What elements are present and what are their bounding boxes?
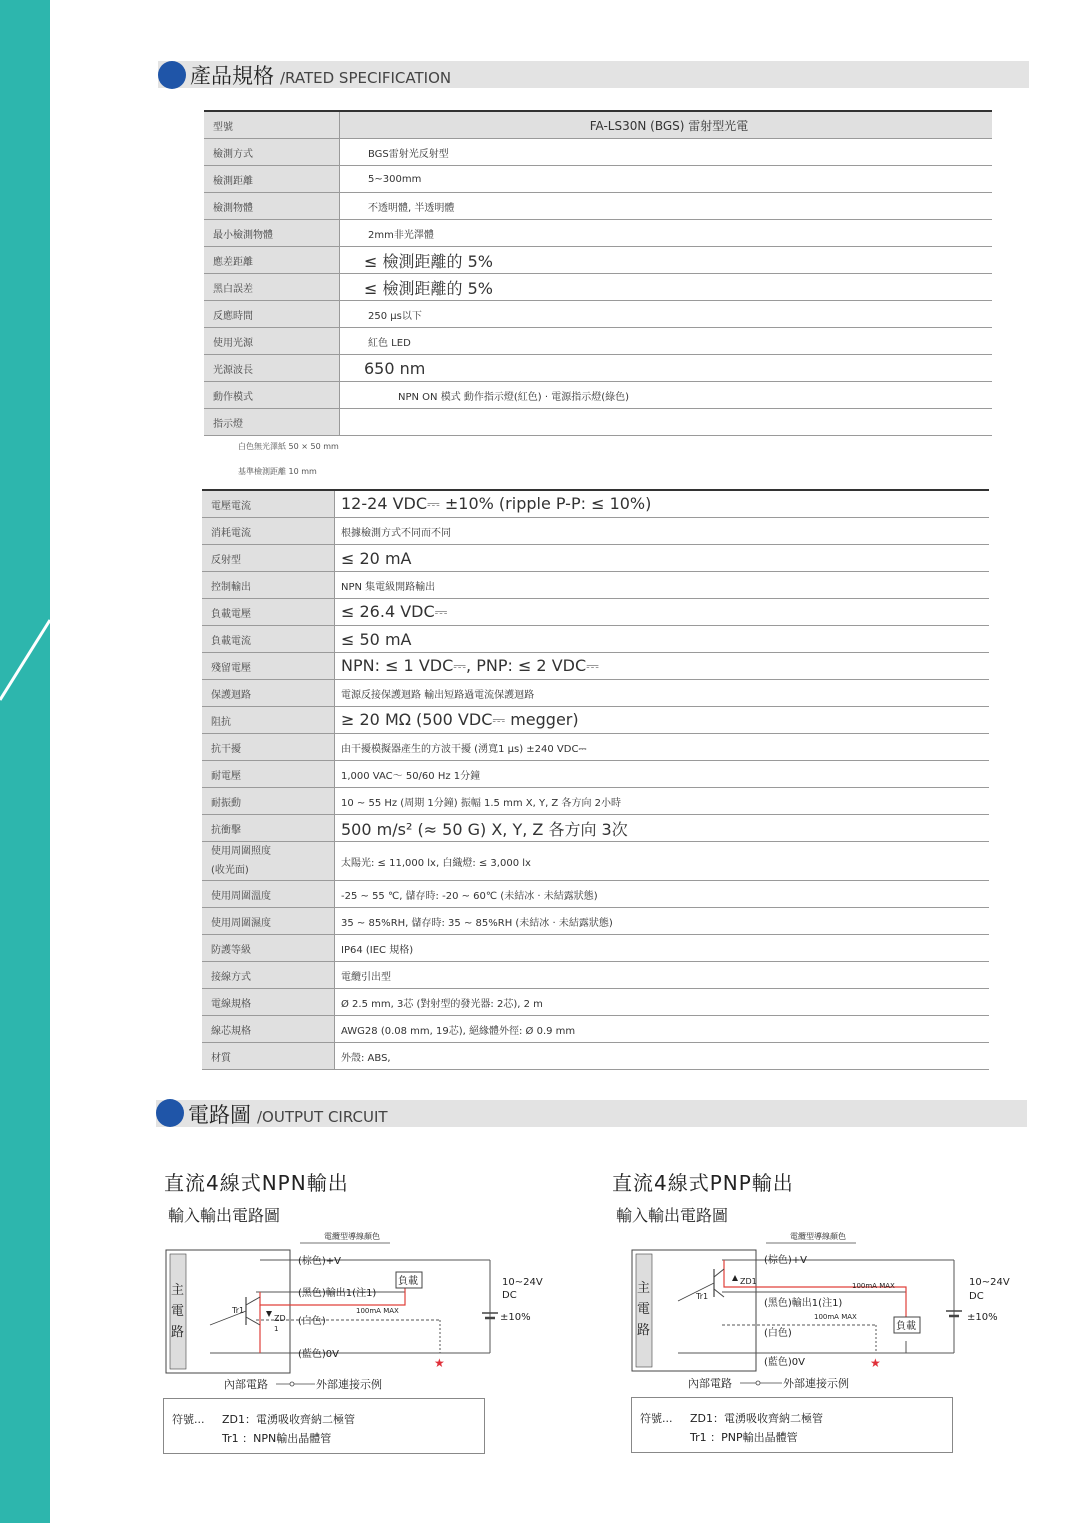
supply-voltage: 10~24V <box>502 1277 543 1288</box>
spec-value: 不透明體, 半透明體 <box>340 193 993 220</box>
spec-row <box>202 518 989 545</box>
spec-value: 電源反接保護迴路 輸出短路過電流保護迴路 <box>335 680 990 707</box>
main-circuit-char: 主 <box>637 1281 651 1296</box>
spec-value: 由干擾模擬器產生的方波干擾 (湧寬1 μs) ±240 VDC⎓ <box>335 734 990 761</box>
supply-tolerance: ±10% <box>500 1312 531 1323</box>
spec-row <box>204 247 992 274</box>
spec-value: ≤ 20 mA <box>335 545 990 572</box>
spec-label: 檢測物體 <box>204 193 340 220</box>
main-circuit-char: 電 <box>637 1302 651 1317</box>
zd-one-label: 1 <box>274 1325 279 1333</box>
spec-value: 250 μs以下 <box>340 301 993 328</box>
spec-row <box>202 490 989 518</box>
spec-row <box>202 626 989 653</box>
spec-row <box>202 881 989 908</box>
wire-brown-label: (棕色)+V <box>764 1255 808 1266</box>
spec-label: 檢測距離 <box>204 166 340 193</box>
spec-row <box>204 193 992 220</box>
star-icon: ★ <box>870 1356 881 1370</box>
spec-value: 5~300mm <box>340 166 993 193</box>
wire-blue-label: (藍色)0V <box>298 1349 340 1360</box>
npn-legend <box>163 1398 485 1454</box>
spec-value: ≥ 20 MΩ (500 VDC⎓ megger) <box>335 707 990 734</box>
section-title <box>190 60 451 90</box>
load-label: 負載 <box>398 1276 418 1287</box>
wire-black-label: (黑色)輸出1(注1) <box>298 1288 377 1299</box>
spec-value: NPN: ≤ 1 VDC⎓, PNP: ≤ 2 VDC⎓ <box>335 653 990 680</box>
current-label-lower: 100mA MAX <box>814 1313 857 1321</box>
spec-label: 黑白誤差 <box>204 274 340 301</box>
legend-line-tr: Tr1 ：PNP輸出晶體管 <box>690 1431 798 1444</box>
internal-circuit-label: 內部電路 <box>688 1377 732 1390</box>
tr-label: Tr1 <box>696 1292 709 1301</box>
spec-label: 反射型 <box>202 545 335 572</box>
spec-value: BGS雷射光反射型 <box>340 139 993 166</box>
spec-row <box>202 680 989 707</box>
spec-row <box>202 734 989 761</box>
spec-value: 根據檢測方式不同而不同 <box>335 518 990 545</box>
npn-circuit-diagram <box>160 1225 560 1400</box>
wire-white-label: (白色) <box>764 1328 792 1339</box>
spec-row <box>202 935 989 962</box>
cable-color-label: 電纜型導線顏色 <box>324 1232 380 1241</box>
spec-value: ≤ 50 mA <box>335 626 990 653</box>
legend-line-zd: ZD1：電湧吸收齊納二極管 <box>222 1413 356 1426</box>
wire-white-label: (白色) <box>298 1316 326 1327</box>
main-circuit-char: 電 <box>171 1304 185 1319</box>
spec-row <box>202 599 989 626</box>
spec-label: 消耗電流 <box>202 518 335 545</box>
section-bullet <box>156 1099 184 1127</box>
sidebar-accent <box>0 0 50 1523</box>
spec-row <box>202 962 989 989</box>
spec-label: 電壓電流 <box>202 490 335 518</box>
supply-voltage: 10~24V <box>969 1277 1010 1288</box>
wire-black-label: (黑色)輸出1(注1) <box>764 1298 843 1309</box>
spec-label: 使用周圍濕度 <box>202 908 335 935</box>
npn-title: 直流4線式NPN輸出 <box>164 1171 349 1195</box>
spec-row <box>202 572 989 599</box>
npn-subtitle: 輸入輸出電路圖 <box>168 1206 281 1225</box>
spec-value: ≤ 檢測距離的 5% <box>340 247 993 274</box>
spec-value: 10 ~ 55 Hz (周期 1分鐘) 振幅 1.5 mm X, Y, Z 各方向 2小時 <box>335 788 990 815</box>
spec-label: 負載電壓 <box>202 599 335 626</box>
current-label: 100mA MAX <box>356 1307 399 1315</box>
spec-label: 負載電流 <box>202 626 335 653</box>
spec-value <box>340 409 993 436</box>
spec-label: 使用光源 <box>204 328 340 355</box>
section-subtitle: /RATED SPECIFICATION <box>280 69 452 87</box>
pnp-legend <box>631 1397 953 1453</box>
spec-row <box>202 842 989 881</box>
legend-title: 符號... <box>172 1413 205 1426</box>
external-connection-label: 外部連接示例 <box>783 1377 849 1390</box>
pnp-title: 直流4線式PNP輸出 <box>612 1171 794 1195</box>
load-label: 負載 <box>896 1321 916 1332</box>
sidebar-stripe <box>0 600 60 720</box>
spec-label: 最小檢測物體 <box>204 220 340 247</box>
note-distance: 基準檢測距離 10 mm <box>238 467 317 476</box>
spec-row <box>204 139 992 166</box>
spec-row <box>202 545 989 572</box>
main-circuit-char: 路 <box>171 1325 185 1340</box>
spec-label: 殘留電壓 <box>202 653 335 680</box>
spec-value: NPN 集電級開路輸出 <box>335 572 990 599</box>
spec-label: 抗干擾 <box>202 734 335 761</box>
pnp-subtitle: 輸入輸出電路圖 <box>616 1206 729 1225</box>
spec-label: 反應時間 <box>204 301 340 328</box>
spec-value: FA-LS30N (BGS) 雷射型光電 <box>340 111 993 139</box>
spec-value: ≤ 檢測距離的 5% <box>340 274 993 301</box>
spec-value: 650 nm <box>340 355 993 382</box>
spec-row <box>204 355 992 382</box>
spec-row <box>204 166 992 193</box>
spec-row <box>204 220 992 247</box>
spec-value: IP64 (IEC 規格) <box>335 935 990 962</box>
legend-line-tr: Tr1 ：NPN輸出晶體管 <box>222 1432 332 1445</box>
section-subtitle: /OUTPUT CIRCUIT <box>257 1108 388 1126</box>
spec-row <box>202 989 989 1016</box>
spec-row <box>202 815 989 842</box>
pnp-circuit-diagram <box>628 1225 1028 1400</box>
spec-value: -25 ~ 55 ℃, 儲存時: -20 ~ 60℃ (未結冰 · 未結露狀態) <box>335 881 990 908</box>
spec-value: 12-24 VDC⎓ ±10% (ripple P-P: ≤ 10%) <box>335 490 990 518</box>
spec-row <box>202 908 989 935</box>
wire-blue-label: (藍色)0V <box>764 1357 806 1368</box>
star-icon: ★ <box>434 1356 445 1370</box>
note-paper: 白色無光澤紙 50 × 50 mm <box>238 442 339 451</box>
spec-label: 線芯規格 <box>202 1016 335 1043</box>
spec-label: 應差距離 <box>204 247 340 274</box>
main-circuit-char: 路 <box>637 1323 651 1338</box>
spec-value: 2mm非光澤體 <box>340 220 993 247</box>
spec-label: 指示燈 <box>204 409 340 436</box>
spec-label: 型號 <box>204 111 340 139</box>
supply-dc: DC <box>502 1290 517 1301</box>
spec-label: 動作模式 <box>204 382 340 409</box>
supply-tolerance: ±10% <box>967 1312 998 1323</box>
spec-value: 紅色 LED <box>340 328 993 355</box>
main-circuit-char: 主 <box>171 1283 185 1298</box>
spec-row <box>204 111 992 139</box>
internal-circuit-label: 內部電路 <box>224 1378 268 1391</box>
spec-label: 檢測方式 <box>204 139 340 166</box>
zd-label: ZD <box>274 1314 286 1323</box>
legend-line-zd: ZD1：電湧吸收齊納二極管 <box>690 1412 824 1425</box>
cable-color-label: 電纜型導線顏色 <box>790 1232 846 1241</box>
spec-table-2 <box>202 489 989 1070</box>
spec-row <box>204 382 992 409</box>
spec-row <box>202 1016 989 1043</box>
spec-value: NPN ON 模式 動作指示燈(紅色) · 電源指示燈(綠色) <box>340 382 993 409</box>
wire-brown-label: (棕色)+V <box>298 1256 342 1267</box>
spec-row <box>202 653 989 680</box>
spec-label: 抗衝擊 <box>202 815 335 842</box>
spec-value: 太陽光: ≤ 11,000 lx, 白織燈: ≤ 3,000 lx <box>335 842 990 881</box>
spec-row <box>204 409 992 436</box>
section-title-text: 電路圖 <box>188 1103 251 1127</box>
spec-label: 電線規格 <box>202 989 335 1016</box>
spec-value: ≤ 26.4 VDC⎓ <box>335 599 990 626</box>
spec-row <box>204 301 992 328</box>
spec-label: 光源波長 <box>204 355 340 382</box>
spec-label: 控制輸出 <box>202 572 335 599</box>
zd-label: ZD1 <box>740 1277 757 1286</box>
spec-row <box>202 761 989 788</box>
spec-table-1 <box>204 110 992 436</box>
spec-value: 1,000 VAC～ 50/60 Hz 1分鐘 <box>335 761 990 788</box>
spec-label: 保護迴路 <box>202 680 335 707</box>
spec-label: 接線方式 <box>202 962 335 989</box>
spec-label: 使用周圍溫度 <box>202 881 335 908</box>
spec-value: 35 ~ 85%RH, 儲存時: 35 ~ 85%RH (未結冰 · 未結露狀態) <box>335 908 990 935</box>
spec-label: 耐振動 <box>202 788 335 815</box>
external-connection-label: 外部連接示例 <box>316 1378 382 1391</box>
spec-value: 500 m/s² (≈ 50 G) X, Y, Z 各方向 3次 <box>335 815 990 842</box>
spec-label: 防護等級 <box>202 935 335 962</box>
spec-row <box>202 1043 989 1070</box>
spec-value: 外殼: ABS, <box>335 1043 990 1070</box>
spec-label: 材質 <box>202 1043 335 1070</box>
spec-value: 電纜引出型 <box>335 962 990 989</box>
tr-label: Tr1 <box>232 1306 245 1315</box>
spec-row <box>202 788 989 815</box>
spec-label: 使用周圍照度 (收光面) <box>202 842 335 881</box>
spec-label: 阻抗 <box>202 707 335 734</box>
spec-row <box>204 274 992 301</box>
section-bullet <box>158 61 186 89</box>
supply-dc: DC <box>969 1291 984 1302</box>
section-title <box>188 1099 388 1129</box>
spec-value: Ø 2.5 mm, 3芯 (對射型的發光器: 2芯), 2 m <box>335 989 990 1016</box>
legend-title: 符號... <box>640 1412 673 1425</box>
section-title-text: 產品規格 <box>190 64 274 88</box>
current-label: 100mA MAX <box>852 1282 895 1290</box>
spec-row <box>202 707 989 734</box>
spec-value: AWG28 (0.08 mm, 19芯), 絕緣體外徑: Ø 0.9 mm <box>335 1016 990 1043</box>
spec-label: 耐電壓 <box>202 761 335 788</box>
spec-row <box>204 328 992 355</box>
